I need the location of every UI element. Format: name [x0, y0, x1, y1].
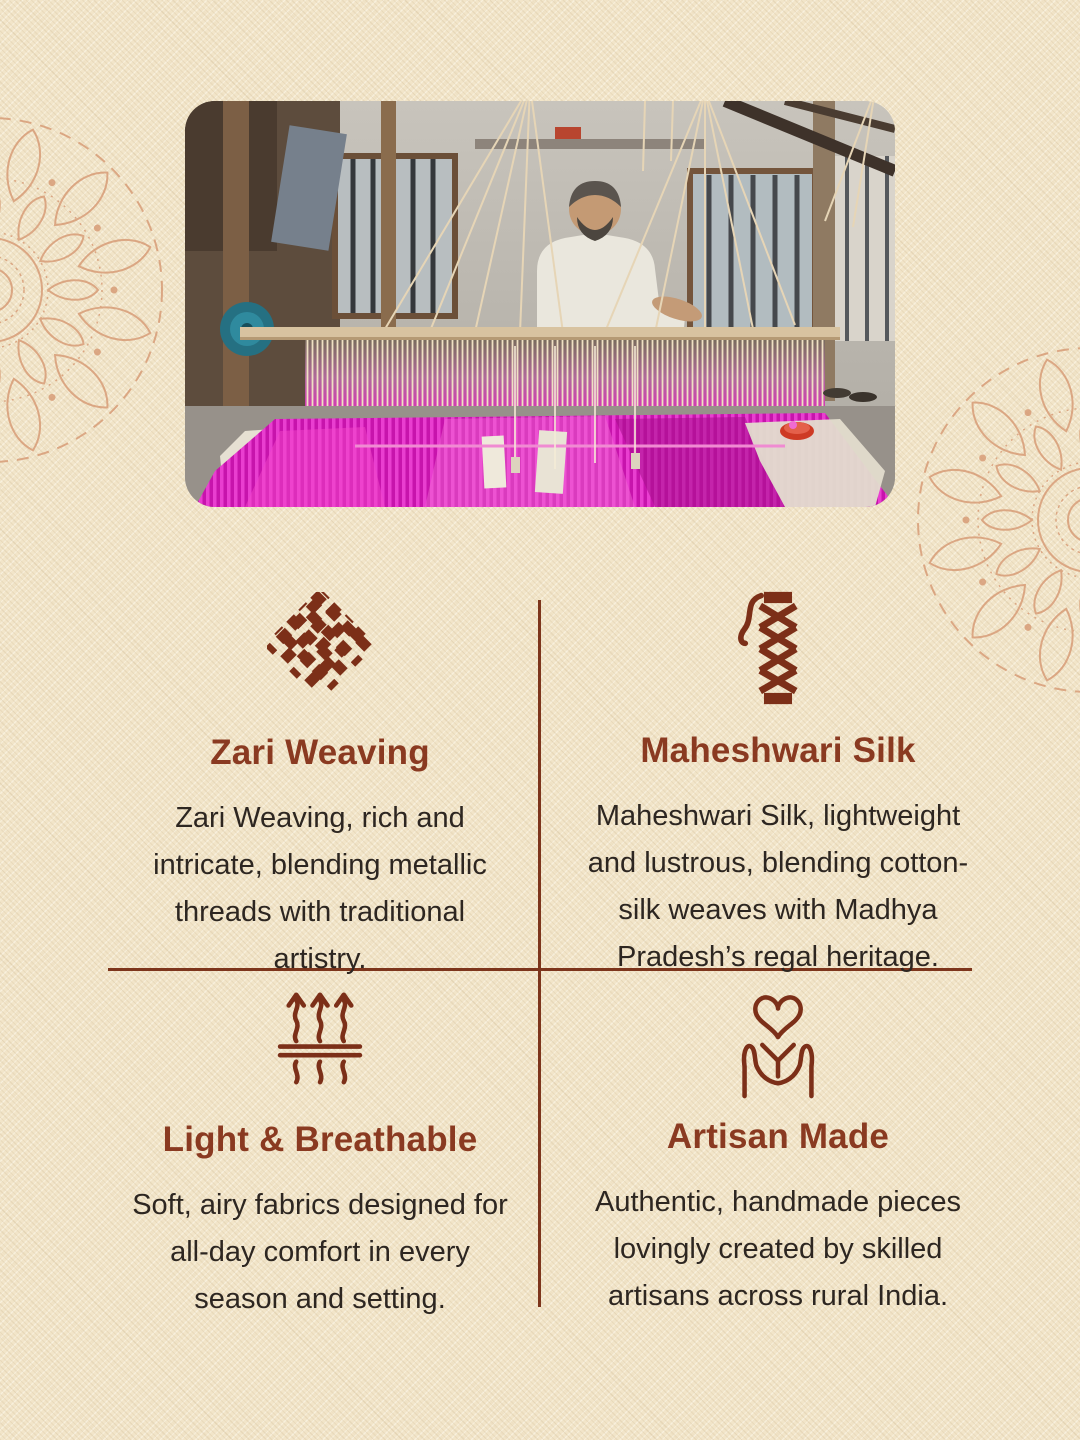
feature-title: Zari Weaving: [210, 733, 430, 772]
feature-description: Soft, airy fabrics designed for all-day comfort in every season and setting.: [132, 1188, 508, 1315]
thread-spool-icon: [731, 590, 825, 708]
feature-title: Maheshwari Silk: [640, 731, 916, 770]
feature-maheshwari-silk: [558, 590, 998, 981]
weaver-scene-illustration: [185, 101, 895, 507]
feature-artisan-made: [558, 982, 998, 1320]
hero-photo: [185, 101, 895, 507]
airflow-icon: [261, 985, 379, 1097]
hands-holding-heart-icon: [717, 982, 839, 1094]
feature-zari-weaving: [100, 592, 540, 983]
weave-icon: [267, 592, 373, 710]
feature-description: Maheshwari Silk, lightweight and lustrous, blending cotton- silk weaves with Madhya Pradesh’s regal heritage.: [587, 799, 969, 973]
feature-description: Zari Weaving, rich and intricate, blending metallic threads with traditional artistry.: [153, 801, 487, 975]
feature-title: Light & Breathable: [162, 1120, 478, 1159]
mandala-ornament-left: [0, 95, 185, 485]
feature-title: Artisan Made: [666, 1117, 890, 1156]
feature-description: Authentic, handmade pieces lovingly created by skilled artisans across rural India.: [595, 1185, 961, 1312]
feature-light-breathable: [100, 985, 540, 1323]
